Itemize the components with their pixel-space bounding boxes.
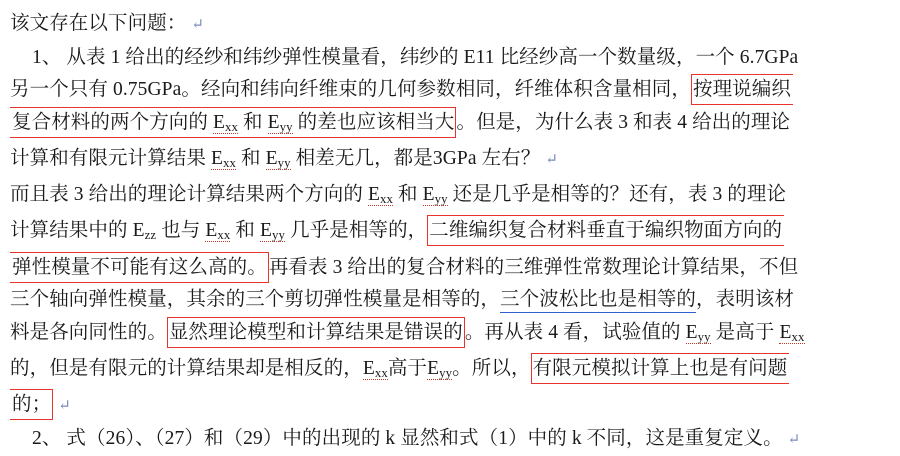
- variable-exx: $E_{xx}$: [205, 220, 231, 243]
- text-run: 2、 式（26）、（27）和（29）中的出现的 k 显然和式（1）中的 k 不同，这是重复定义。: [32, 427, 783, 449]
- red-box-annotation: 二维编织复合材料垂直于编织物面方向的: [429, 220, 783, 242]
- paragraph-mark: ↵: [787, 431, 801, 448]
- variable-eyy: $E_{yy}$: [260, 220, 286, 243]
- paragraph-mark: ↵: [545, 151, 559, 168]
- text-run: 和: [236, 147, 266, 169]
- text-run: 。但是，为什么表 3 和表 4 给出的理论: [456, 111, 791, 133]
- text-run: 该文存在以下问题：: [10, 13, 187, 34]
- text-run: 相差无几，都是3GPa 左右？: [290, 147, 541, 169]
- text-run: 计算结果中的 $E_{zz}$ 也与: [10, 220, 206, 243]
- red-box-annotation: 复合材料的两个方向的 $E_{xx}$ 和 $E_{yy}$ 的差也应该相当大: [12, 111, 455, 134]
- paragraph-mark: ↵: [191, 17, 205, 33]
- paragraph-mark: ↵: [58, 398, 71, 415]
- text-run: 几乎是相等的，: [285, 220, 428, 242]
- paragraph-line: [10, 74, 886, 107]
- paragraph-line: [10, 215, 886, 251]
- text-run: 高于: [387, 358, 428, 380]
- text-run: 和: [393, 184, 423, 206]
- blue-underline-annotation: 三个波松比也是相等的: [500, 289, 697, 311]
- paragraph-line: [10, 353, 886, 389]
- variable-exx: $E_{xx}$: [212, 111, 239, 134]
- paragraph-line: [10, 317, 886, 353]
- paragraph-line: [10, 107, 886, 143]
- variable-eyy: $E_{yy}$: [265, 147, 291, 170]
- variable-eyy: $E_{yy}$: [685, 321, 711, 344]
- text-run: 和: [230, 220, 261, 242]
- paragraph-line: [10, 179, 886, 215]
- paragraph-line: [10, 423, 886, 456]
- text-run: 。所以，: [452, 358, 531, 380]
- variable-exx: $E_{xx}$: [779, 321, 805, 344]
- variable-eyy: $E_{yy}$: [427, 358, 453, 380]
- paragraph-line: [10, 284, 886, 317]
- text-run: 另一个只有 0.75GPa。经向和纬向纤维束的几何参数相同，纤维体积含量相同，: [10, 79, 691, 100]
- variable-exx: $E_{xx}$: [367, 184, 394, 206]
- paragraph-line: [10, 8, 886, 42]
- red-box-annotation: 有限元模拟计算上也是有问题: [532, 358, 788, 380]
- variable-eyy: $E_{yy}$: [422, 184, 448, 206]
- red-box-annotation: 的；: [12, 394, 52, 416]
- paragraph-line: [10, 143, 886, 179]
- text-run: 三个轴向弹性模量，其余的三个剪切弹性模量是相等的，: [10, 289, 501, 311]
- text-run: 的，但是有限元的计算结果却是相反的，: [10, 358, 363, 380]
- text-run: 计算和有限元计算结果: [10, 147, 211, 169]
- variable-eyy: $E_{yy}$: [267, 111, 293, 134]
- paragraph-line: [10, 42, 886, 75]
- variable-exx: $E_{xx}$: [362, 358, 388, 380]
- text-run: 1、 从表 1 给出的经纱和纬纱弹性模量看，纬纱的 E11 比经纱高一个数量级，一个 6.7GPa: [32, 46, 799, 68]
- red-box-annotation: 显然理论模型和计算结果是错误的: [168, 321, 463, 343]
- text-run: ，表明该材: [696, 289, 795, 311]
- text-run: 料是各向同性的。: [10, 321, 167, 343]
- text-run: 。再从表 4 看，试验值的: [464, 321, 686, 343]
- paragraph-line: [10, 252, 886, 285]
- red-box-annotation: 按理说编织: [692, 79, 791, 100]
- text-run: 还是几乎是相等的？还有，表 3 的理论: [447, 184, 787, 206]
- red-box-annotation: 弹性模量不可能有这么高的。: [12, 256, 267, 278]
- text-run: 而且表 3 给出的理论计算结果两个方向的: [10, 184, 368, 206]
- variable-exx: $E_{xx}$: [210, 147, 237, 170]
- text-run: 再看表 3 给出的复合材料的三维弹性常数理论计算结果，不但: [268, 256, 799, 278]
- paragraph-line: [10, 389, 886, 423]
- text-run: 是高于: [710, 321, 780, 343]
